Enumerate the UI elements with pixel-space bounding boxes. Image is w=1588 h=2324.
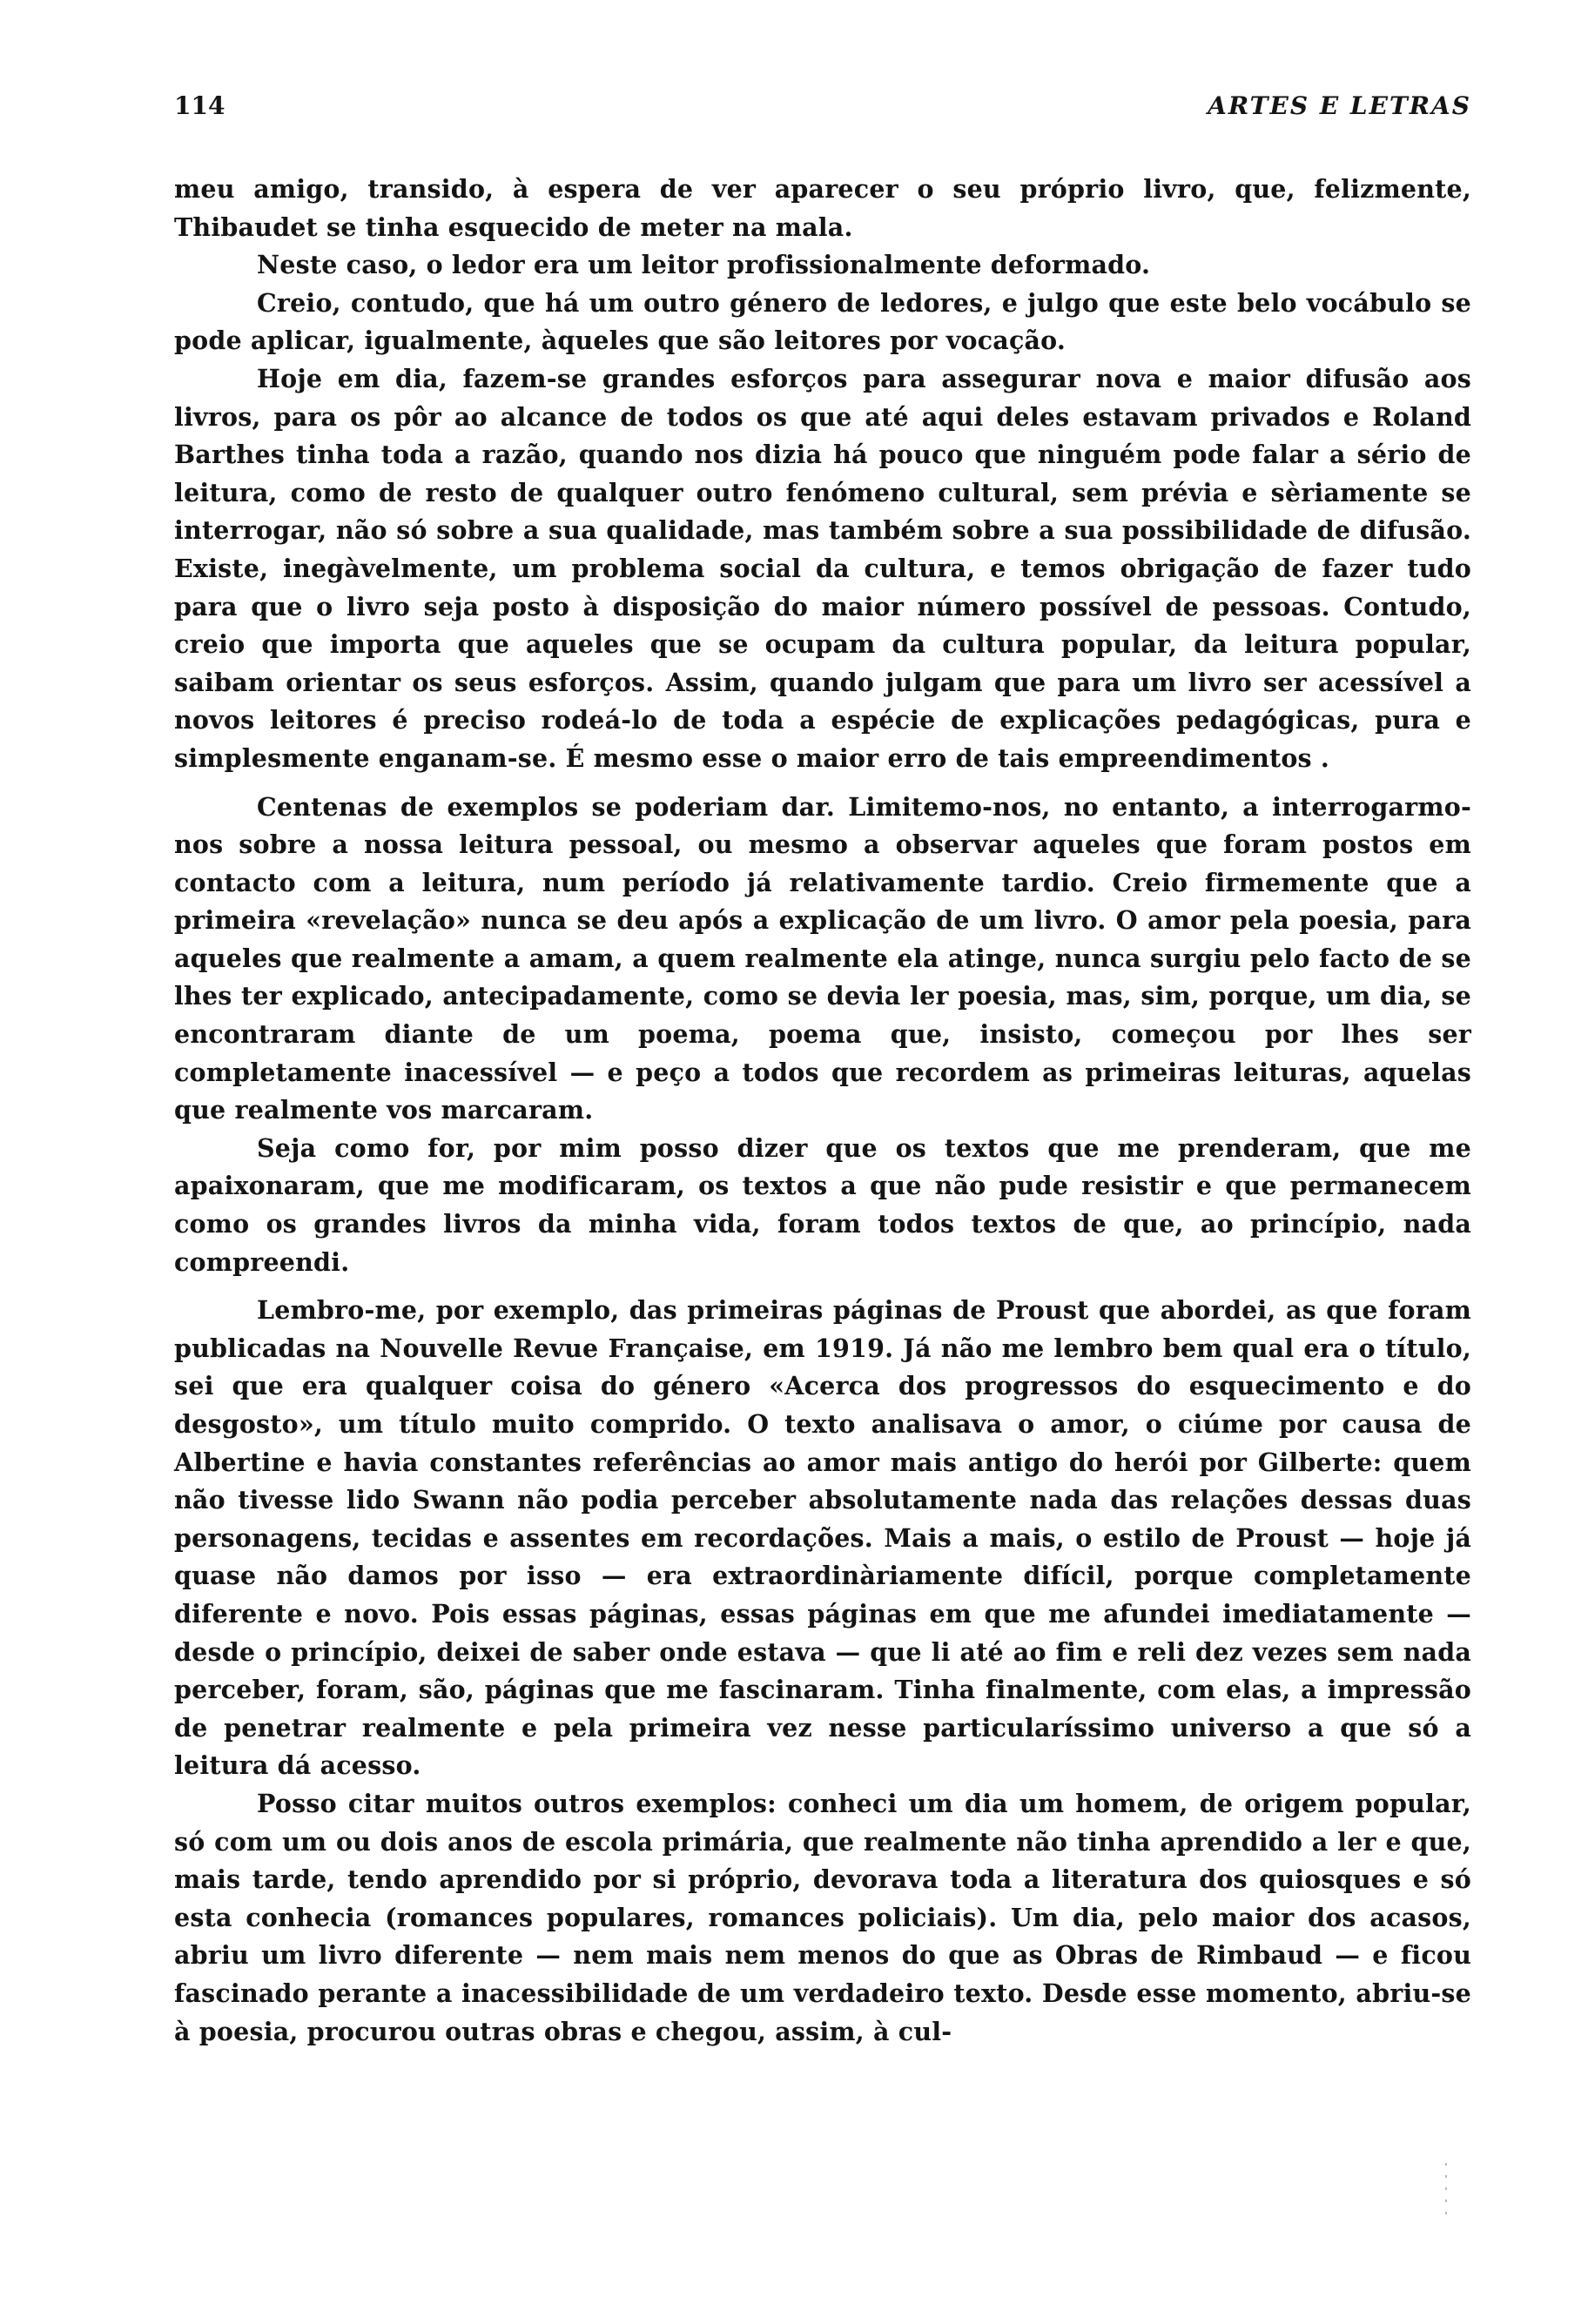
paragraph: Posso citar muitos outros exemplos: conheci um dia um homem, de origem popular, só com um ou dois anos de escola primária, que realmente não tinha aprendido a ler e que, mais tarde, tendo aprendido por si próprio, devorava toda a literatura dos quiosques e só esta conhecia (romances populares, romances policiais). Um dia, pelo maior dos acasos, abriu um livro diferente — nem mais nem menos do que as Obras de Rimbaud — e ficou fascinado perante a inacessibilidade de um verdadeiro texto. Desde esse momento, abriu-se à poesia, procurou outras obras e chegou, assim, à cul- xyxy=(174,1788,1471,2046)
body-text xyxy=(174,171,1471,2051)
paragraph: Lembro-me, por exemplo, das primeiras páginas de Proust que abordei, as que foram publicadas na Nouvelle Revue Française, em 1919. Já não me lembro bem qual era o título, sei que era qualquer coisa do género «Acerca dos progressos do esquecimento e do desgosto», um título muito comprido. O texto analisava o amor, o ciúme por causa de Albertine e havia constantes referências ao amor mais antigo do herói por Gilberte: quem não tivesse lido Swann não podia perceber absolutamente nada das relações dessas duas personagens, tecidas e assentes em recordações. Mais a mais, o estilo de Proust — hoje já quase não damos por isso — era extraordinàriamente difícil, porque completamente diferente e novo. Pois essas páginas, essas páginas em que me afundei imediatamente — desde o princípio, deixei de saber onde estava — que li até ao fim e reli dez vezes sem nada perceber, foram, são, páginas que me fascinaram. Tinha finalmente, com elas, a impressão de penetrar realmente e pela primeira vez nesse particularíssimo universo a que só a leitura dá acesso. xyxy=(174,1295,1471,1781)
scan-artifact xyxy=(1445,2163,1447,2215)
paragraph: Hoje em dia, fazem-se grandes esforços para assegurar nova e maior difusão aos livros, para os pôr ao alcance de todos os que até aqui deles estavam privados e Roland Barthes tinha toda a razão, quando nos dizia há pouco que ninguém pode falar a sério de leitura, como de resto de qualquer outro fenómeno cultural, sem prévia e sèriamente se interrogar, não só sobre a sua qualidade, mas também sobre a sua possibilidade de difusão. Existe, inegàvelmente, um problema social da cultura, e temos obrigação de fazer tudo para que o livro seja posto à disposição do maior número possível de pessoas. Contudo, creio que importa que aqueles que se ocupam da cultura popular, da leitura popular, saibam orientar os seus esforços. Assim, quando julgam que para um livro ser acessível a novos leitores é preciso rodeá-lo de toda a espécie de explicações pedagógicas, pura e simplesmente enganam-se. É mesmo esse o maior erro de tais empreendimentos . xyxy=(174,363,1471,773)
running-head xyxy=(174,91,1471,130)
page-number: 114 xyxy=(174,91,225,120)
paragraph: Centenas de exemplos se poderiam dar. Limitemo-nos, no entanto, a interrogarmo-nos sobre a nossa leitura pessoal, ou mesmo a observar aqueles que foram postos em contacto com a leitura, num período já relativamente tardio. Creio firmemente que a primeira «revelação» nunca se deu após a explicação de um livro. O amor pela poesia, para aqueles que realmente a amam, a quem realmente ela atinge, nunca surgiu pelo facto de se lhes ter explicado, antecipadamente, como se devia ler poesia, mas, sim, porque, um dia, se encontraram diante de um poema, poema que, insisto, começou por lhes ser completamente inacessível — e peço a todos que recordem as primeiras leituras, aquelas que realmente vos marcaram. xyxy=(174,791,1471,1125)
journal-title: ARTES E LETRAS xyxy=(1208,91,1471,120)
paragraph: Creio, contudo, que há um outro género de ledores, e julgo que este belo vocábulo se pode aplicar, igualmente, àqueles que são leitores por vocação. xyxy=(174,287,1471,356)
paragraph: Seja como for, por mim posso dizer que os textos que me prenderam, que me apaixonaram, que me modificaram, os textos a que não pude resistir e que permanecem como os grandes livros da minha vida, foram todos textos de que, ao princípio, nada compreendi. xyxy=(174,1132,1471,1277)
paragraph: Neste caso, o ledor era um leitor profissionalmente deformado. xyxy=(257,250,1151,280)
paragraph-continued: meu amigo, transido, à espera de ver aparecer o seu próprio livro, que, felizmente, Thibaudet se tinha esquecido de meter na mala. xyxy=(174,174,1471,242)
